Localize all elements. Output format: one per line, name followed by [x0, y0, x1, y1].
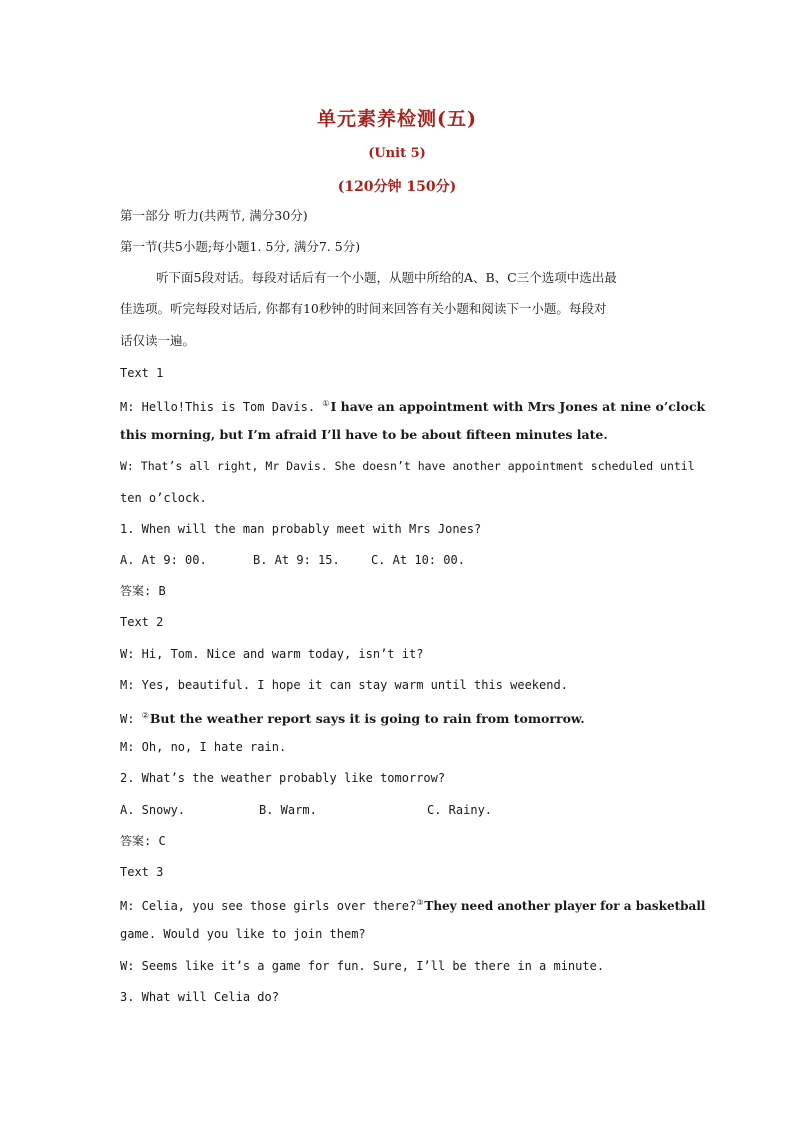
answer-1: 答案: B [120, 584, 166, 598]
text2-m-line-2: M: Oh, no, I hate rain. [120, 740, 287, 754]
note-marker-1: ① [322, 399, 330, 408]
unit-label: (Unit 5) [368, 146, 426, 161]
instruction-line-2: 佳选项。听完每段对话后, 你都有10秒钟的时间来回答有关小题和阅读下一小题。每段对 [120, 301, 607, 316]
option-c: C. Rainy. [427, 803, 493, 817]
option-b: B. At 9: 15. [253, 553, 340, 567]
text1-m-prefix: M: Hello!This is Tom Davis. [120, 400, 323, 414]
question-2-options [120, 801, 680, 819]
question-1-options [120, 551, 680, 569]
document-title: 单元素养检测(五) [317, 108, 477, 130]
section1-heading: 第一节(共5小题;每小题1. 5分, 满分7. 5分) [120, 239, 361, 254]
text3-m-prefix: M: Celia, you see those girls over there? [120, 899, 417, 913]
part1-heading: 第一部分 听力(共两节, 满分30分) [120, 208, 308, 223]
note-marker-3: ③ [416, 898, 424, 907]
text1-m-line-1 [120, 395, 706, 416]
text2-label: Text 2 [120, 615, 164, 629]
text1-m-bold-1: I have an appointment with Mrs Jones at nine o’clock [330, 399, 706, 414]
text1-w-line-2: ten o’clock. [120, 491, 207, 505]
instruction-line-3: 话仅读一遍。 [120, 333, 196, 348]
text3-m-line-1 [120, 894, 706, 915]
text1-w-line-1: W: That’s all right, Mr Davis. She doesn’t have another appointment scheduled until [120, 459, 695, 473]
text1-m-line-2: this morning, but I’m afraid I’ll have to be about fifteen minutes late. [120, 427, 608, 442]
text2-w-bold: But the weather report says it is going to rain from tomorrow. [149, 711, 585, 726]
option-b: B. Warm. [259, 803, 317, 817]
option-c: C. At 10: 00. [371, 553, 465, 567]
question-1: 1. When will the man probably meet with Mrs Jones? [120, 522, 482, 536]
text1-label: Text 1 [120, 366, 164, 380]
option-a: A. Snowy. [120, 803, 186, 817]
note-marker-2: ② [141, 711, 149, 720]
text2-w-line-2 [120, 707, 680, 728]
text2-w-line-1: W: Hi, Tom. Nice and warm today, isn’t it? [120, 647, 424, 661]
question-2: 2. What’s the weather probably like tomorrow? [120, 771, 446, 785]
text3-m-bold: They need another player for a basketball [424, 899, 706, 913]
time-score-label: (120分钟 150分) [337, 179, 457, 195]
option-a: A. At 9: 00. [120, 553, 207, 567]
text2-m-line-1: M: Yes, beautiful. I hope it can stay warm until this weekend. [120, 678, 568, 692]
answer-2: 答案: C [120, 834, 166, 848]
text3-label: Text 3 [120, 865, 164, 879]
question-3: 3. What will Celia do? [120, 990, 279, 1004]
text3-w-line-1: W: Seems like it’s a game for fun. Sure, I’ll be there in a minute. [120, 959, 605, 973]
instruction-line-1: 听下面5段对话。每段对话后有一个小题，从题中所给的A、B、C三个选项中选出最 [156, 270, 617, 285]
text3-m-line-2: game. Would you like to join them? [120, 927, 366, 941]
text2-w-prefix: W: [120, 712, 142, 726]
